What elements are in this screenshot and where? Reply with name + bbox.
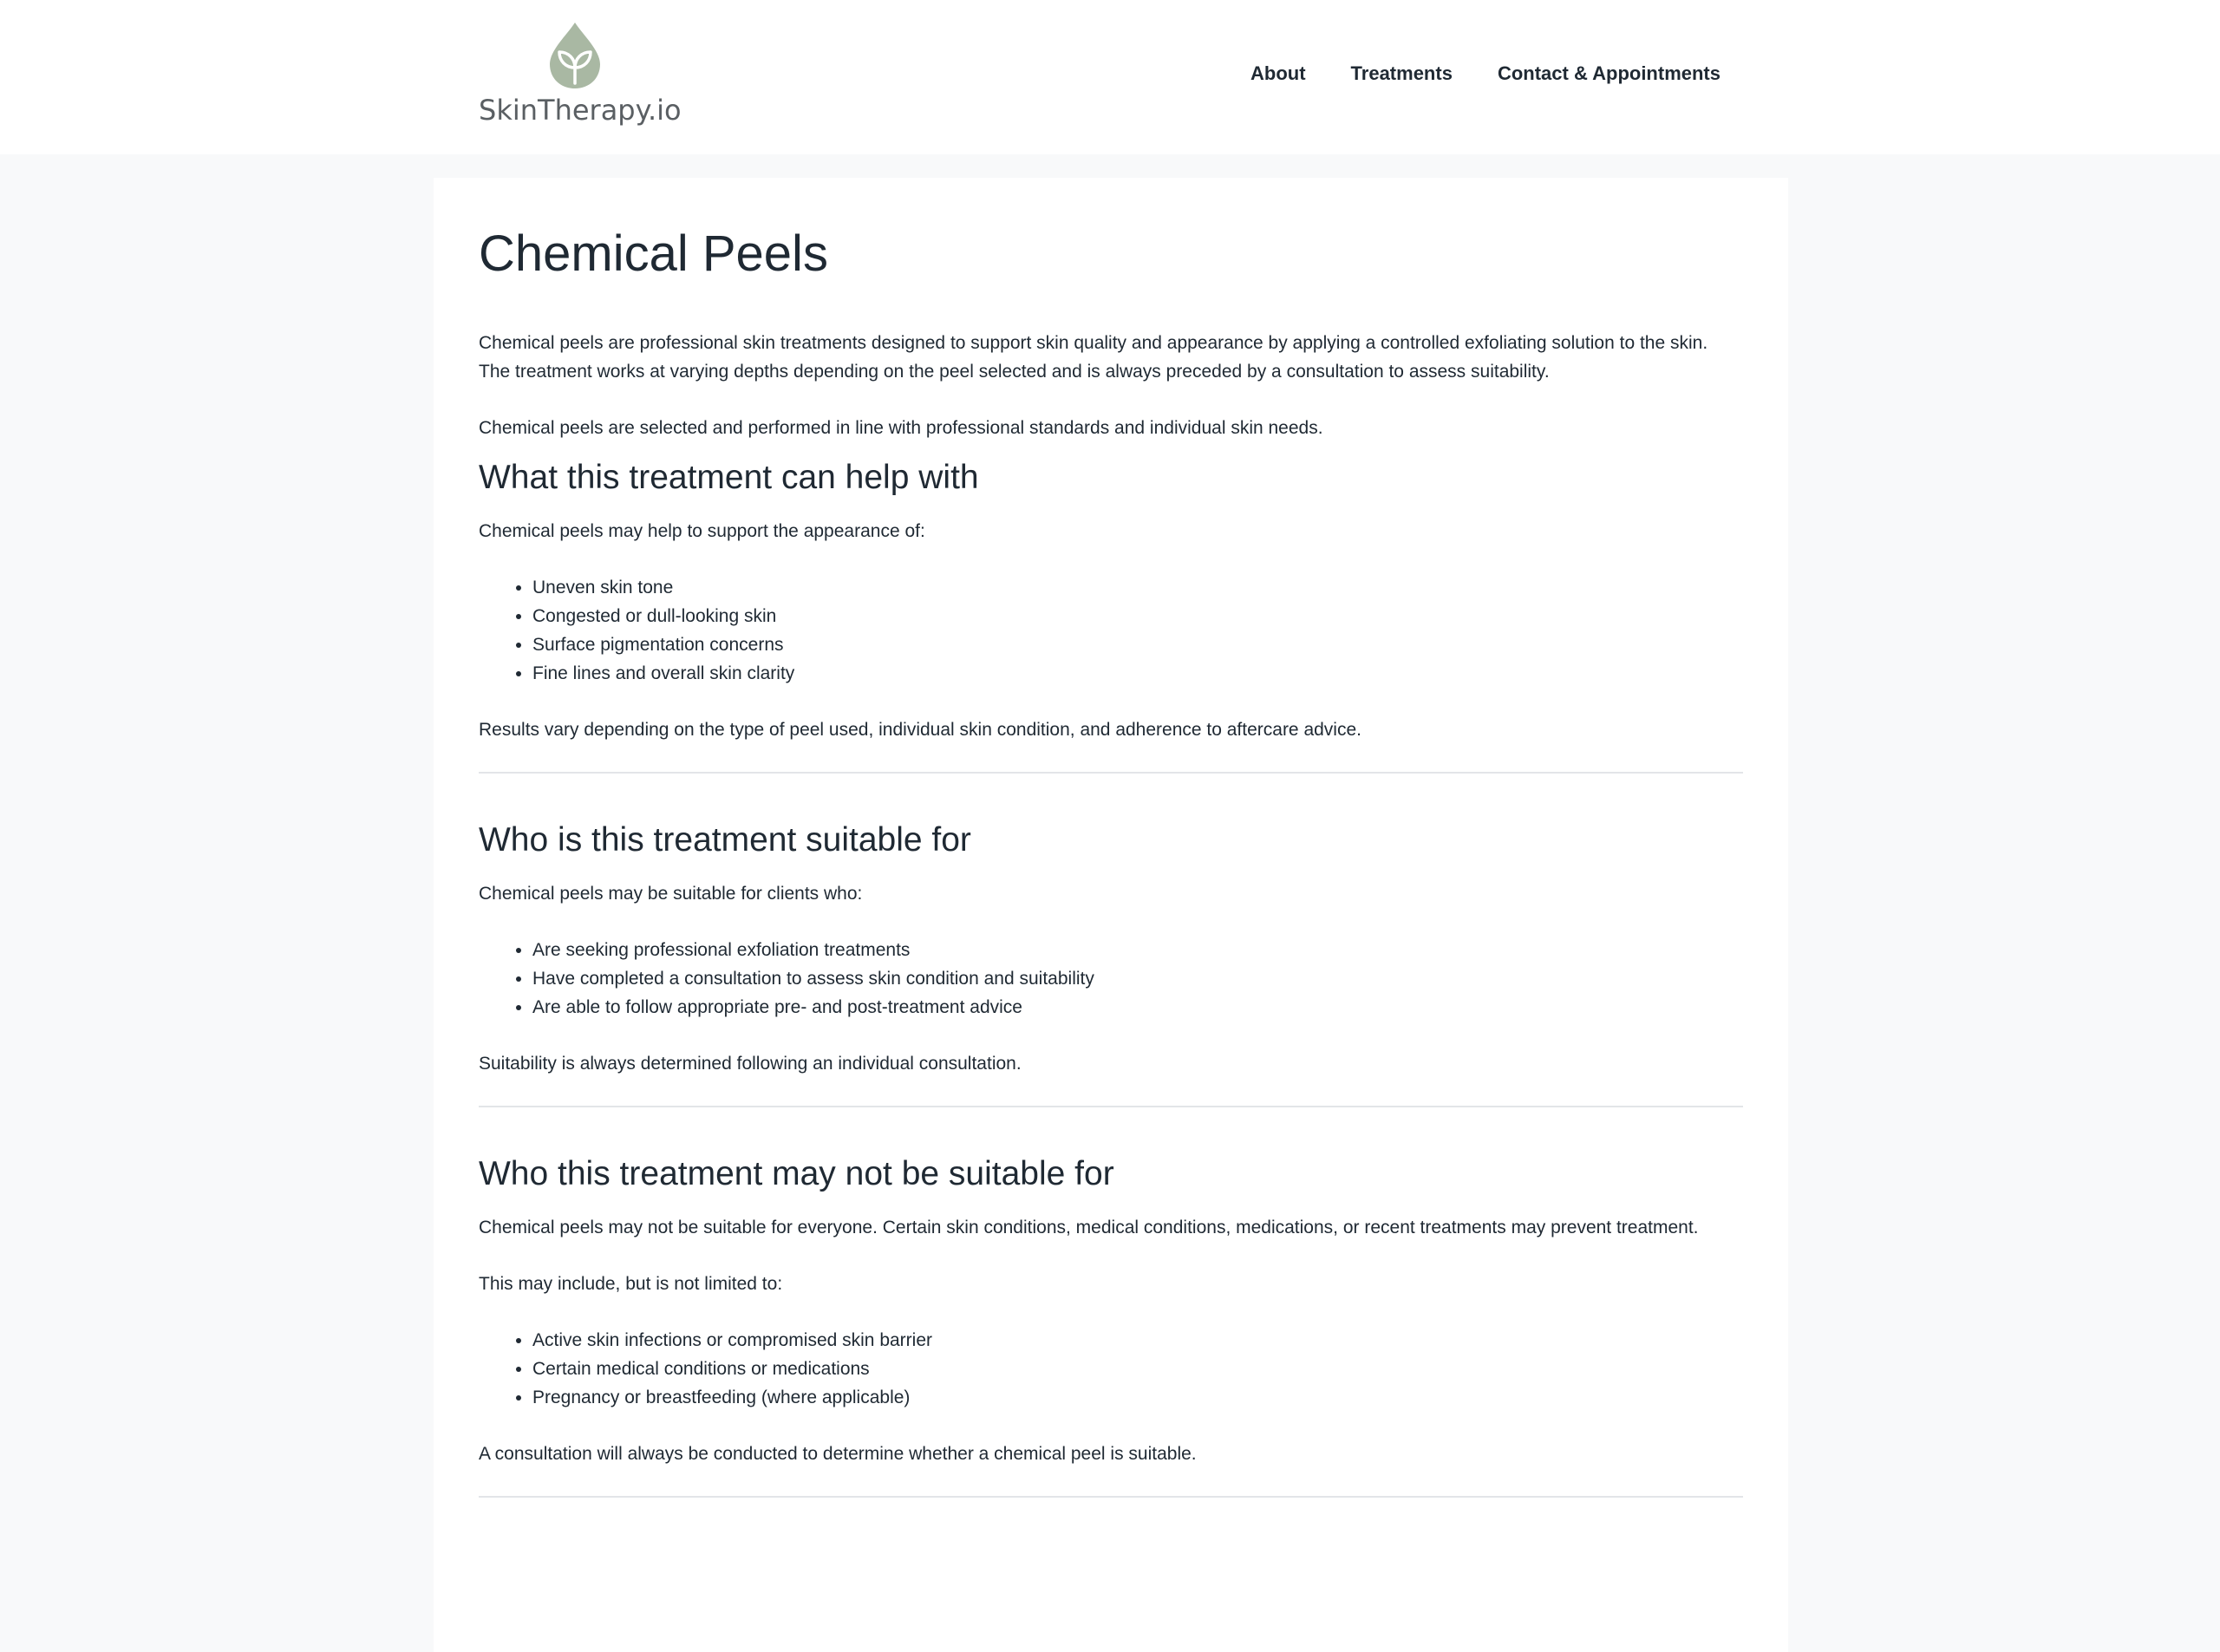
- section-divider: [479, 1106, 1743, 1107]
- section-not-suitable-for: [479, 1151, 1743, 1468]
- section-heading: What this treatment can help with: [479, 459, 979, 496]
- section-lead: Chemical peels may not be suitable for everyone. Certain skin conditions, medical conditions, medications, or recent treatments may prevent treatment.: [479, 1218, 1699, 1237]
- site-logo[interactable]: [479, 21, 687, 134]
- section-heading: Who this treatment may not be suitable for: [479, 1155, 1114, 1192]
- section-note: Suitability is always determined following an individual consultation.: [479, 1054, 1022, 1074]
- section-divider: [479, 1496, 1743, 1498]
- section-lead-secondary: This may include, but is not limited to:: [479, 1274, 783, 1294]
- section-divider: [479, 772, 1743, 774]
- list-item: • Congested or dull-looking skin: [532, 602, 1743, 630]
- section-lead: Chemical peels may be suitable for clients who:: [479, 884, 863, 904]
- intro-paragraph: Chemical peels are selected and performed in line with professional standards and individual skin needs.: [479, 418, 1323, 438]
- section-what-it-helps: [479, 454, 1743, 744]
- section-note: Results vary depending on the type of peel used, individual skin condition, and adherence to aftercare advice.: [479, 720, 1361, 740]
- list-item: • Are able to follow appropriate pre- and post-treatment advice: [532, 993, 1743, 1022]
- bullet-list: [479, 1326, 1743, 1412]
- section-heading: Who is this treatment suitable for: [479, 821, 971, 859]
- list-item: • Surface pigmentation concerns: [532, 630, 1743, 659]
- nav-about[interactable]: About: [1250, 62, 1306, 84]
- list-item: • Fine lines and overall skin clarity: [532, 659, 1743, 688]
- logo-text: SkinTherapy.io: [479, 94, 682, 127]
- list-item: • Uneven skin tone: [532, 573, 1743, 602]
- section-suitable-for: [479, 817, 1743, 1078]
- nav-treatments[interactable]: Treatments: [1350, 62, 1453, 84]
- intro-paragraph: Chemical peels are professional skin treatments designed to support skin quality and appearance by applying a controlled exfoliating solution to the skin. The treatment works at varying depths depending on the peel selected and is always preceded by a consultation to assess suitability.: [479, 333, 1708, 382]
- list-item: • Certain medical conditions or medications: [532, 1355, 1743, 1383]
- content-card: [434, 178, 1788, 1652]
- nav-contact-appointments[interactable]: Contact & Appointments: [1497, 62, 1720, 84]
- list-item: • Have completed a consultation to assess skin condition and suitability: [532, 964, 1743, 993]
- list-item: • Are seeking professional exfoliation treatments: [532, 936, 1743, 964]
- list-item: • Active skin infections or compromised skin barrier: [532, 1326, 1743, 1355]
- leaf-drop-icon: [546, 21, 604, 90]
- section-lead: Chemical peels may help to support the appearance of:: [479, 521, 925, 541]
- bullet-list: [479, 573, 1743, 688]
- list-item: • Pregnancy or breastfeeding (where applicable): [532, 1383, 1743, 1412]
- section-note: A consultation will always be conducted to determine whether a chemical peel is suitable.: [479, 1444, 1197, 1464]
- page-title: Chemical Peels: [479, 225, 828, 282]
- bullet-list: [479, 936, 1743, 1022]
- main-nav: [1250, 62, 1720, 85]
- site-header: [0, 0, 2220, 154]
